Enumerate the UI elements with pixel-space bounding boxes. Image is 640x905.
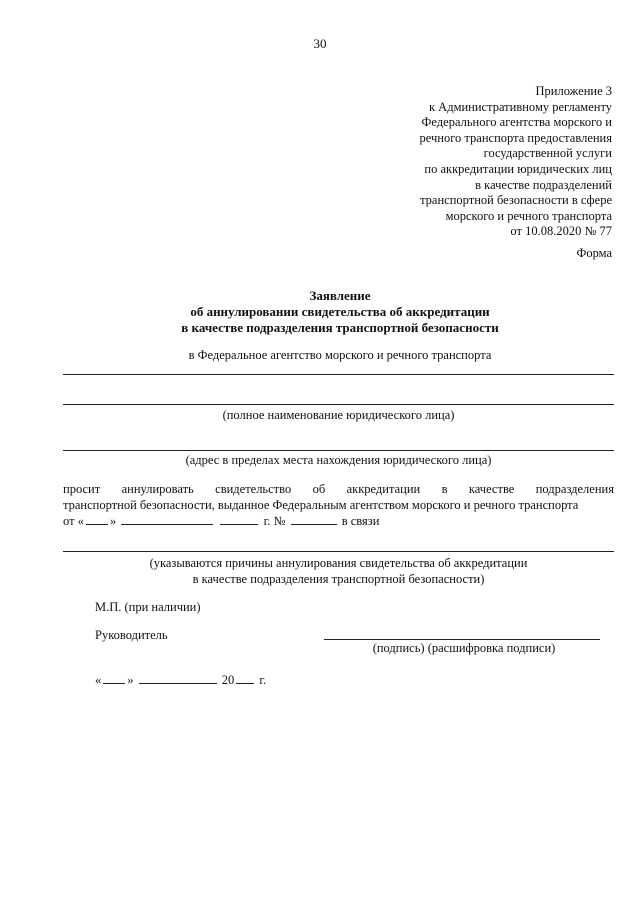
appendix-line: в качестве подразделений xyxy=(475,177,612,192)
word: качестве xyxy=(468,482,515,496)
request-line-1 xyxy=(63,481,614,497)
request-line-end: в связи xyxy=(341,514,380,528)
address-line[interactable] xyxy=(63,450,614,451)
appendix-line: к Административному регламенту xyxy=(428,99,612,114)
appendix-line: морского и речного транспорта xyxy=(445,208,612,223)
word: об xyxy=(312,482,326,496)
request-text xyxy=(63,481,614,529)
appendix-line: по аккредитации юридических лиц xyxy=(424,161,612,176)
legal-name-caption: (полное наименование юридического лица) xyxy=(222,408,455,422)
request-line-2: транспортной безопасности, выданное Федеральным агентством морского и речного транспорта xyxy=(63,498,579,512)
certificate-number-field[interactable] xyxy=(291,513,337,525)
year-prefix: 20 xyxy=(221,673,235,687)
word: аннулировать xyxy=(121,482,194,496)
signature-line[interactable] xyxy=(324,639,600,640)
date-close-quote: » xyxy=(127,673,134,687)
signature-caption: (подпись) (расшифровка подписи) xyxy=(372,641,556,655)
appendix-line: Федерального агентства морского и xyxy=(421,115,612,130)
appendix-line: речного транспорта предоставления xyxy=(419,130,612,145)
date-open-quote: от « xyxy=(63,514,84,528)
appendix-header xyxy=(352,84,612,240)
word: аккредитации xyxy=(346,482,421,496)
appendix-line: Приложение 3 xyxy=(535,84,612,98)
sign-month-field[interactable] xyxy=(139,672,217,684)
request-line-3 xyxy=(63,513,614,529)
reason-caption-line: в качестве подразделения транспортной безопасности) xyxy=(192,572,485,586)
appendix-line: транспортной безопасности в сфере xyxy=(420,193,612,208)
word: подразделения xyxy=(535,482,614,496)
reason-caption-line: (указываются причины аннулирования свидетельства об аккредитации xyxy=(149,556,528,570)
year-number-label: г. № xyxy=(263,514,286,528)
stamp-label: М.П. (при наличии) xyxy=(95,600,201,614)
word: в xyxy=(441,482,448,496)
signing-date xyxy=(95,672,266,688)
word: просит xyxy=(63,482,101,496)
reason-caption xyxy=(63,555,614,587)
appendix-line: государственной услуги xyxy=(483,146,612,161)
title-line: об аннулировании свидетельства об аккредитации xyxy=(190,304,490,319)
title-line: Заявление xyxy=(309,288,371,303)
issue-month-field[interactable] xyxy=(121,513,213,525)
reason-line[interactable] xyxy=(63,551,614,552)
form-label: Форма xyxy=(576,246,612,260)
word: свидетельство xyxy=(215,482,292,496)
sign-day-field[interactable] xyxy=(103,672,125,684)
sign-year-field[interactable] xyxy=(236,672,254,684)
issue-day-field[interactable] xyxy=(86,513,108,525)
address-caption: (адрес в пределах места нахождения юридического лица) xyxy=(185,453,492,467)
year-suffix: г. xyxy=(259,673,267,687)
addressee: в Федеральное агентство морского и речного транспорта xyxy=(188,348,492,362)
appendix-line: от 10.08.2020 № 77 xyxy=(510,224,612,239)
date-close-quote: » xyxy=(109,514,117,528)
head-label: Руководитель xyxy=(95,628,168,642)
page-number: 30 xyxy=(313,36,327,51)
date-open-quote: « xyxy=(95,673,102,687)
document-title xyxy=(60,288,620,336)
issue-year-field[interactable] xyxy=(220,513,258,525)
legal-name-line-2[interactable] xyxy=(63,404,614,405)
legal-name-line-1[interactable] xyxy=(63,374,614,375)
title-line: в качестве подразделения транспортной безопасности xyxy=(181,320,499,335)
